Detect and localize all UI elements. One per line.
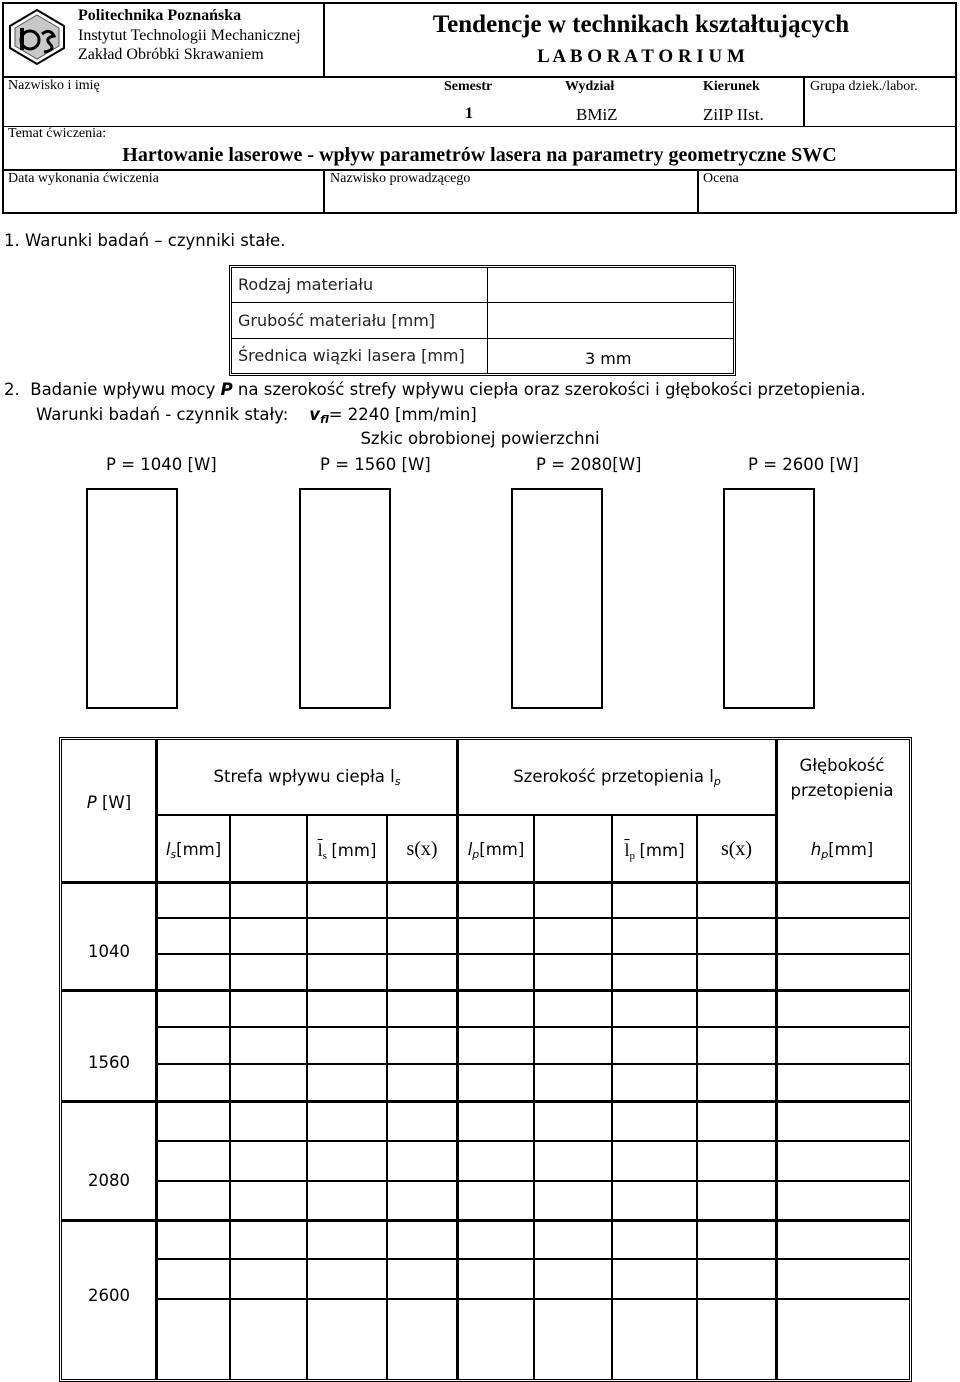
- col-group-melt-width: Szerokość przetopienia $l_p$: [513, 767, 721, 788]
- divider: [62, 1219, 909, 1222]
- divider: [2, 76, 957, 78]
- instructor-label: Nazwisko prowadzącego: [330, 171, 471, 186]
- col-ls-stddev: s(x): [406, 838, 438, 860]
- row-label-1560: 1560: [88, 1053, 130, 1072]
- sketch-box-2[interactable]: [299, 488, 391, 709]
- section2-conditions: Warunki badań - czynnik stały: $v_{fl}= 2240$ [mm/min]: [36, 405, 477, 426]
- exercise-topic: Hartowanie laserowe - wpływ parametrów lasera na parametry geometryczne SWC: [122, 144, 837, 166]
- col-lp: $l_p[mm]$: [467, 840, 525, 861]
- direction-value: ZiIP IIst.: [703, 105, 764, 124]
- col-power-header: P [W]: [86, 793, 132, 812]
- divider: [156, 814, 776, 816]
- divider: [2, 126, 957, 127]
- power-label-4: P = 2600 [W]: [748, 455, 859, 474]
- col-group-melt-depth: Głębokość przetopienia: [790, 756, 894, 800]
- divider: [229, 814, 231, 1380]
- divider: [611, 814, 613, 1380]
- divider: [697, 169, 699, 214]
- divider: [803, 76, 805, 126]
- col-lp-stddev: s(x): [720, 838, 753, 860]
- divider: [323, 169, 325, 214]
- sketch-title: Szkic obrobionej powierzchni: [360, 429, 600, 448]
- row-label-2600: 2600: [88, 1286, 130, 1305]
- department-name: Zakład Obróbki Skrawaniem: [78, 46, 264, 63]
- course-subtitle: L A B O R A T O R I U M: [537, 46, 745, 67]
- power-label-3: P = 2080[W]: [536, 455, 642, 474]
- institute-name: Instytut Technologii Mechanicznej: [78, 27, 301, 44]
- beam-diameter-label: Średnica wiązki lasera [mm]: [238, 346, 465, 365]
- section2-title: 2. Badanie wpływu mocy P na szerokość strefy wpływu ciepła oraz szerokości i głębokości przetopienia.: [4, 380, 866, 399]
- topic-label: Temat ćwiczenia:: [8, 126, 107, 141]
- section1-title: 1. Warunki badań – czynniki stałe.: [4, 231, 286, 250]
- divider: [62, 881, 909, 884]
- beam-diameter-value: 3 mm: [585, 349, 632, 368]
- material-type-label: Rodzaj materiału: [238, 275, 374, 294]
- semester-value: 1: [465, 105, 473, 122]
- direction-label: Kierunek: [703, 79, 760, 94]
- sketch-box-4[interactable]: [723, 488, 815, 709]
- col-hp: $h_p[mm]$: [810, 840, 874, 861]
- date-label: Data wykonania ćwiczenia: [8, 171, 159, 186]
- power-label-1: P = 1040 [W]: [106, 455, 217, 474]
- col-ls-mean: $\overline{l}_s$ [mm]: [317, 840, 377, 862]
- divider: [62, 1100, 909, 1103]
- sketch-box-1[interactable]: [86, 488, 178, 709]
- university-logo-icon: [8, 8, 66, 66]
- row-label-2080: 2080: [88, 1171, 130, 1190]
- col-ls: $l_s[mm]$: [165, 840, 222, 861]
- row-label-1040: 1040: [88, 942, 130, 961]
- divider: [62, 989, 909, 992]
- col-lp-mean: $\overline{l}_p$ [mm]: [624, 840, 685, 862]
- faculty-label: Wydział: [565, 79, 615, 94]
- group-label: Grupa dziek./labor.: [810, 79, 918, 94]
- results-table: [59, 737, 912, 1382]
- name-label: Nazwisko i imię: [8, 78, 100, 93]
- grade-label: Ocena: [703, 171, 739, 186]
- course-title: Tendencje w technikach kształtujących: [432, 11, 850, 38]
- sketch-box-3[interactable]: [511, 488, 603, 709]
- university-name: Politechnika Poznańska: [78, 7, 242, 24]
- power-label-2: P = 1560 [W]: [320, 455, 431, 474]
- divider: [696, 814, 698, 1380]
- divider: [533, 814, 535, 1380]
- divider: [306, 814, 308, 1380]
- divider: [775, 740, 778, 1380]
- col-group-heat-zone: Strefa wpływu ciepła $l_s$: [213, 767, 401, 788]
- divider: [456, 740, 459, 1380]
- material-thickness-label: Grubość materiału [mm]: [238, 311, 436, 330]
- faculty-value: BMiZ: [576, 105, 618, 124]
- material-table: [229, 265, 736, 376]
- divider: [386, 814, 388, 1380]
- semester-label: Semestr: [444, 79, 493, 94]
